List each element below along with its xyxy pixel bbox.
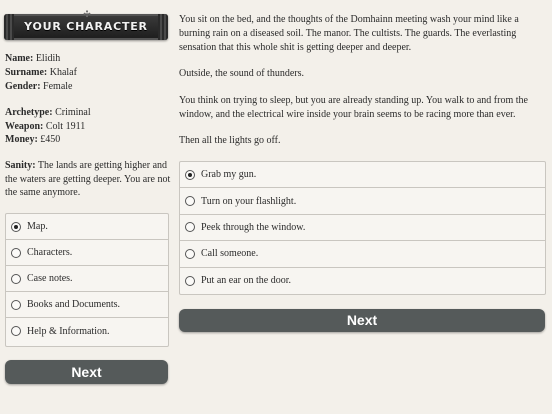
menu-next-button[interactable]: Next xyxy=(5,360,168,384)
choice-call-someone[interactable] xyxy=(180,241,545,267)
choice-label: Turn on your flashlight. xyxy=(201,195,297,207)
choice-label: Grab my gun. xyxy=(201,169,257,181)
stat-value: Female xyxy=(43,81,73,92)
radio-icon xyxy=(11,248,21,258)
choice-list xyxy=(179,161,546,295)
radio-icon xyxy=(11,300,21,310)
banner-title: YOUR CHARACTER xyxy=(24,20,148,33)
menu-item-help[interactable] xyxy=(6,318,168,344)
stat-money xyxy=(5,134,60,146)
stat-label: Surname: xyxy=(5,67,48,78)
character-panel xyxy=(0,0,175,414)
radio-icon xyxy=(185,249,195,259)
stat-archetype xyxy=(5,107,91,119)
stat-label: Weapon: xyxy=(5,121,44,132)
stat-label: Gender: xyxy=(5,81,41,92)
stat-label: Archetype: xyxy=(5,107,53,118)
choice-label: Call someone. xyxy=(201,248,259,260)
stat-name xyxy=(5,53,60,65)
choice-label: Put an ear on the door. xyxy=(201,275,291,287)
stat-value: Khalaf xyxy=(49,67,77,78)
menu-item-label: Case notes. xyxy=(27,273,73,284)
radio-icon xyxy=(11,274,21,284)
stat-label: Money: xyxy=(5,134,38,145)
stat-surname xyxy=(5,67,77,79)
sanity-text: The lands are getting higher and the waters are getting deeper. You are not the same anymore. xyxy=(5,160,171,198)
story-paragraph: You think on trying to sleep, but you are already standing up. You walk to and from the window, and the electrical wire inside your brain seems to be racing more than ever. xyxy=(179,95,528,121)
stat-value: Colt 1911 xyxy=(45,121,86,132)
choice-next-button[interactable]: Next xyxy=(179,309,545,332)
radio-icon xyxy=(185,170,195,180)
choice-grab-gun[interactable] xyxy=(180,162,545,188)
menu-item-label: Characters. xyxy=(27,247,73,258)
menu-item-label: Map. xyxy=(27,221,48,232)
choice-label: Peek through the window. xyxy=(201,221,306,233)
radio-icon xyxy=(185,276,195,286)
menu-item-case-notes[interactable] xyxy=(6,266,168,292)
stat-value: £450 xyxy=(40,134,61,145)
menu-item-books-documents[interactable] xyxy=(6,292,168,318)
story-paragraph: Outside, the sound of thunders. xyxy=(179,68,304,79)
story-paragraph: You sit on the bed, and the thoughts of the Domhainn meeting wash your mind like a burning rain on a diseased soil. The manor. The cultists. The guards. The everlasting sensation that this whole shit is getting deeper and deeper. xyxy=(179,14,519,54)
menu-item-label: Books and Documents. xyxy=(27,299,121,310)
menu-item-map[interactable] xyxy=(6,214,168,240)
radio-icon xyxy=(185,196,195,206)
emblem-icon: ✣ xyxy=(83,9,91,19)
stat-label: Sanity: xyxy=(5,160,36,171)
stat-label: Name: xyxy=(5,53,34,64)
character-banner xyxy=(4,9,168,40)
radio-icon xyxy=(11,222,21,232)
stat-sanity xyxy=(5,159,171,200)
story-panel xyxy=(175,0,552,414)
menu-item-label: Help & Information. xyxy=(27,325,110,337)
stat-weapon xyxy=(5,121,85,133)
choice-peek-window[interactable] xyxy=(180,215,545,241)
stat-value: Criminal xyxy=(55,107,91,118)
choice-flashlight[interactable] xyxy=(180,188,545,214)
game-menu xyxy=(5,213,169,347)
stat-gender xyxy=(5,81,72,93)
radio-icon xyxy=(185,222,195,232)
menu-item-characters[interactable] xyxy=(6,240,168,266)
story-paragraph: Then all the lights go off. xyxy=(179,135,281,146)
stat-value: Elidih xyxy=(35,53,61,64)
radio-icon xyxy=(11,326,21,336)
choice-ear-door[interactable] xyxy=(180,268,545,294)
